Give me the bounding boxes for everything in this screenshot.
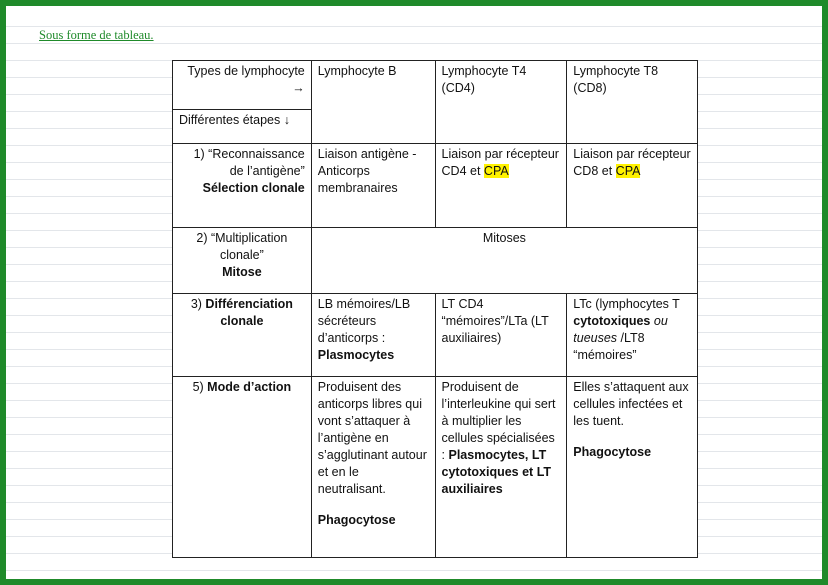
step-label: 3) [190,297,206,311]
cell-lymphocyte-t8 [567,144,698,228]
cell-text: LB mémoires/LB sécréteurs d’anticorps : [317,297,411,345]
cell-lymphocyte-t8 [567,377,698,558]
lymphocyte-table [172,60,698,558]
cell-lymphocyte-t4 [435,144,567,228]
cell-lymphocyte-t4 [435,377,567,558]
header-lymphocyte-t4: Lymphocyte T4 (CD4) [435,61,567,144]
cell-text: Elles s’attaquent aux cellules infectées et les tuent. [573,380,689,428]
header-steps-cell: Différentes étapes ↓ [173,110,312,144]
cell-bold-text: Phagocytose [317,513,396,527]
cell-lymphocyte-t4: LT CD4 “mémoires”/LTa (LT auxiliaires) [435,294,567,377]
cell-bold-text: Phagocytose [573,445,652,459]
step-bold-label: Mitose [222,265,262,279]
cell-bold-text: Plasmocytes, LT cytotoxiques et LT auxiliaires [441,448,552,496]
step-label: 2) “Multiplication clonale” [196,231,288,262]
step-bold-label: Sélection clonale [202,181,305,195]
table-row [173,228,698,294]
step-bold-label: Mode d’action [207,380,292,394]
cell-text: Liaison par récepteur CD4 et [441,147,559,178]
header-lymphocyte-b: Lymphocyte B [311,61,435,144]
header-row [173,61,698,110]
cell-merged-mitoses: Mitoses [311,228,697,294]
cell-text: Produisent de l’interleukine qui sert à multiplier les cellules spécialisées : [441,380,556,462]
highlighted-cpa: CPA [483,164,509,178]
table-row [173,144,698,228]
highlighted-cpa: CPA [615,164,641,178]
cell-text: Produisent des anticorps libres qui vont s’attaquer à l’antigène en s’agglutinant autour et en le neutralisant. [317,380,427,496]
step-cell [173,144,312,228]
step-cell [173,228,312,294]
cell-lymphocyte-b [311,377,435,558]
section-heading: Sous forme de tableau. [39,28,154,42]
table-row [173,294,698,377]
step-label: 1) “Reconnaissance de l’antigène” [193,147,305,178]
cell-lymphocyte-b: Liaison antigène - Anticorps membranaires [311,144,435,228]
cell-lymphocyte-t8 [567,294,698,377]
step-cell [173,294,312,377]
step-cell [173,377,312,558]
cell-italic-text: ou tueuses [573,314,668,345]
cell-text: Liaison par récepteur CD8 et [573,147,691,178]
cell-lymphocyte-b [311,294,435,377]
cell-bold-text: Plasmocytes [317,348,395,362]
table-row [173,377,698,558]
step-bold-label: Différenciation clonale [205,297,293,328]
header-lymphocyte-t8: Lymphocyte T8 (CD8) [567,61,698,144]
cell-text: LTc (lymphocytes T [573,297,680,311]
step-label: 5) [192,380,208,394]
cell-bold-text: cytotoxiques [573,314,651,328]
cell-text-end: /LT8 “mémoires” [573,331,645,362]
header-types-cell: Types de lymphocyte → [173,61,312,110]
